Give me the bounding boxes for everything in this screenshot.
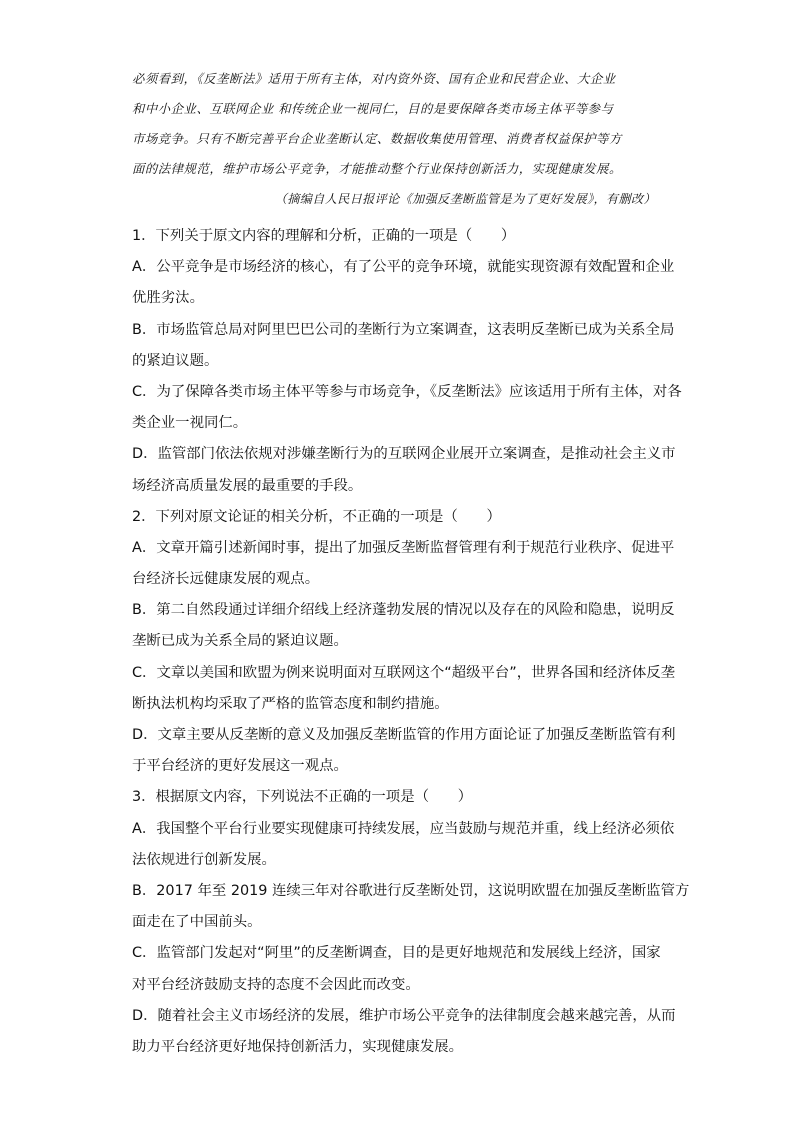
passage-line: 面的法律规范，维护市场公平竞争，才能推动整个行业保持创新活力，实现健康发展。 (132, 161, 622, 176)
question-2-option-a-cont: 台经济长远健康发展的观点。 (132, 571, 320, 588)
question-3-option-d-cont: 助力平台经济更好地保持创新活力，实现健康发展。 (132, 1038, 463, 1055)
question-3-option-d: D．随着社会主义市场经济的发展，维护市场公平竞争的法律制度会越来越完善，从而 (132, 1007, 676, 1024)
question-1-option-a-cont: 优胜劣汰。 (132, 290, 204, 307)
question-3-option-c-cont: 对平台经济鼓励支持的态度不会因此而改变。 (132, 976, 420, 993)
question-3-option-c: C．监管部门发起对“阿里”的反垄断调查，目的是更好地规范和发展线上经济，国家 (132, 945, 661, 962)
question-2-option-d-cont: 于平台经济的更好发展这一观点。 (132, 758, 348, 775)
question-1-option-d-cont: 场经济高质量发展的最重要的手段。 (132, 477, 363, 494)
passage-line: 和中小企业、互联网企业 和传统企业一视同仁，目的是要保障各类市场主体平等参与 (132, 101, 614, 116)
question-2-option-c-cont: 断执法机构均采取了严格的监管态度和制约措施。 (132, 695, 449, 712)
question-1-stem: 1．下列关于原文内容的理解和分析，正确的一项是（ ） (132, 228, 516, 244)
question-2-option-b-cont: 垄断已成为关系全局的紧迫议题。 (132, 633, 348, 650)
question-3-option-a: A．我国整个平台行业要实现健康可持续发展，应当鼓励与规范并重，线上经济必须依 (132, 820, 675, 837)
question-list (132, 221, 690, 1063)
passage-line: 必须看到，《反垄断法》适用于所有主体，对内资外资、国有企业和民营企业、大企业 (132, 71, 616, 86)
question-3-option-a-cont: 法依规进行创新发展。 (132, 851, 276, 868)
passage-source-citation: （摘编自人民日报评论《加强反垄断监管是为了更好发展》，有删改） (274, 192, 656, 206)
passage-line: 市场竞争。只有不断完善平台企业垄断认定、数据收集使用管理、消费者权益保护等方 (132, 131, 622, 146)
question-3-stem: 3．根据原文内容，下列说法不正确的一项是（ ） (132, 789, 473, 806)
question-1-option-a: A．公平竞争是市场经济的核心，有了公平的竞争环境，就能实现资源有效配置和企业 (132, 259, 675, 276)
question-2-option-d: D．文章主要从反垄断的意义及加强反垄断监管的作用方面论证了加强反垄断监管有利 (132, 727, 676, 743)
question-1-option-c-cont: 类企业一视同仁。 (132, 415, 248, 432)
question-2-option-a: A．文章开篇引述新闻时事，提出了加强反垄断监督管理有利于规范行业秩序、促进平 (132, 539, 675, 556)
question-3-option-b-cont: 面走在了中国前头。 (132, 914, 262, 931)
question-2-stem: 2．下列对原文论证的相关分析，不正确的一项是（ ） (132, 508, 501, 525)
question-3-option-b: B．2017 年至 2019 连续三年对谷歌进行反垄断处罚，这说明欧盟在加强反垄断监管方 (132, 882, 690, 899)
question-1-option-c: C．为了保障各类市场主体平等参与市场竞争，《反垄断法》应该适用于所有主体，对各 (132, 383, 682, 400)
question-2-option-c: C．文章以美国和欧盟为例来说明面对互联网这个“超级平台”，世界各国和经济体反垄 (132, 664, 676, 681)
question-1-option-d: D．监管部门依法依规对涉嫌垄断行为的互联网企业展开立案调查，是推动社会主义市 (132, 446, 676, 463)
question-1-option-b-cont: 的紧迫议题。 (132, 352, 219, 369)
passage-excerpt (132, 64, 662, 184)
question-1-option-b: B．市场监管总局对阿里巴巴公司的垄断行为立案调查，这表明反垄断已成为关系全局 (132, 321, 675, 338)
question-2-option-b: B．第二自然段通过详细介绍线上经济蓬勃发展的情况以及存在的风险和隐患，说明反 (132, 602, 675, 619)
